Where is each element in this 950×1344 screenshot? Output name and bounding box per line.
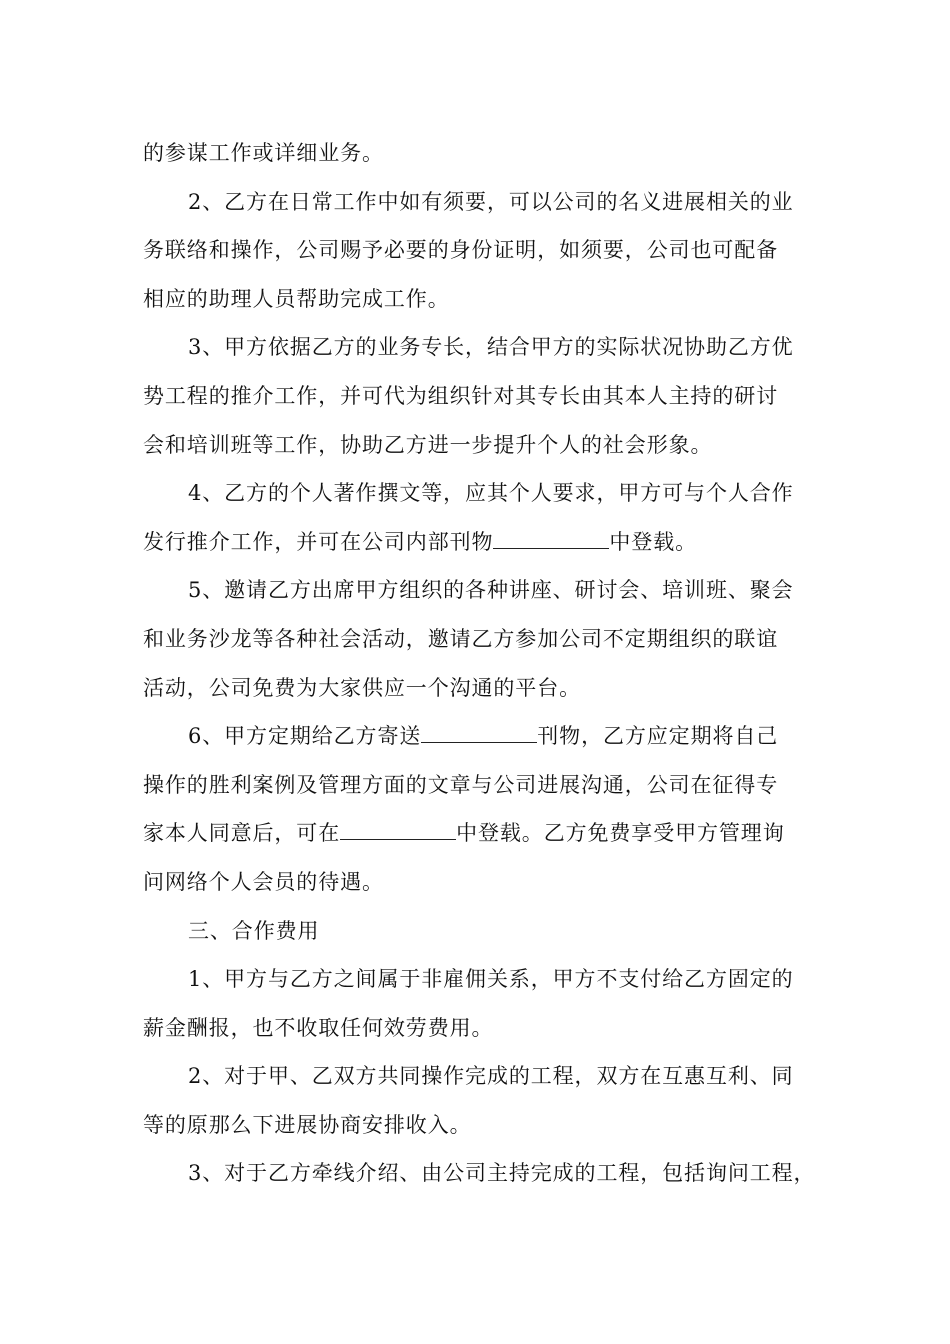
text-line: 和业务沙龙等各种社会活动，邀请乙方参加公司不定期组织的联谊 xyxy=(143,626,779,651)
text-line: 4、乙方的个人著作撰文等，应其个人要求，甲方可与个人合作 xyxy=(188,481,794,506)
text-segment: 发行推介工作，并可在公司内部刊物 xyxy=(143,529,494,554)
text-segment: 6、甲方定期给乙方寄送 xyxy=(188,724,422,749)
paragraph-fee-1 xyxy=(143,955,819,1052)
document-body xyxy=(143,129,819,1198)
text-segment: 中登载。 xyxy=(609,529,698,554)
text-line: 三、合作费用 xyxy=(188,918,320,943)
text-line: 5、邀请乙方出席甲方组织的各种讲座、研讨会、培训班、聚会 xyxy=(188,578,794,603)
paragraph-fee-2 xyxy=(143,1052,819,1149)
paragraph-clause-6 xyxy=(143,712,819,906)
text-line: 3、对于乙方牵线介绍、由公司主持完成的工程，包括询问工程， xyxy=(188,1161,816,1186)
text-line: 2、乙方在日常工作中如有须要，可以公司的名义进展相关的业 xyxy=(188,189,794,214)
section-heading-fees xyxy=(143,907,819,956)
text-line: 问网络个人会员的待遇。 xyxy=(143,869,384,894)
fill-in-blank xyxy=(340,821,456,840)
paragraph-clause-5 xyxy=(143,566,819,712)
text-line: 相应的助理人员帮助完成工作。 xyxy=(143,286,450,311)
text-line: 务联络和操作，公司赐予必要的身份证明，如须要，公司也可配备 xyxy=(143,238,779,263)
text-line: 的参谋工作或详细业务。 xyxy=(143,141,384,165)
text-segment: 中登载。乙方免费享受甲方管理询 xyxy=(456,821,785,846)
fill-in-blank xyxy=(421,724,537,743)
paragraph-fee-3 xyxy=(143,1149,819,1198)
fill-in-blank xyxy=(493,530,609,549)
text-line: 1、甲方与乙方之间属于非雇佣关系，甲方不支付给乙方固定的 xyxy=(188,967,794,992)
text-line: 薪金酬报，也不收取任何效劳费用。 xyxy=(143,1015,494,1040)
paragraph-clause-2 xyxy=(143,178,819,324)
text-segment: 刊物，乙方应定期将自己 xyxy=(537,724,779,749)
text-line: 3、甲方依据乙方的业务专长，结合甲方的实际状况协助乙方优 xyxy=(188,335,794,360)
text-segment: 家本人同意后，可在 xyxy=(143,821,341,846)
text-line: 会和培训班等工作，协助乙方进一步提升个人的社会形象。 xyxy=(143,432,713,457)
text-line: 势工程的推介工作，并可代为组织针对其专长由其本人主持的研讨 xyxy=(143,383,779,408)
paragraph-continuation xyxy=(143,129,819,178)
text-line: 等的原那么下进展协商安排收入。 xyxy=(143,1112,472,1137)
text-line: 活动，公司免费为大家供应一个沟通的平台。 xyxy=(143,675,581,700)
text-line: 2、对于甲、乙双方共同操作完成的工程，双方在互惠互利、同 xyxy=(188,1064,794,1089)
paragraph-clause-3 xyxy=(143,323,819,469)
text-line-with-blank xyxy=(143,712,819,761)
text-line: 操作的胜利案例及管理方面的文章与公司进展沟通，公司在征得专 xyxy=(143,772,779,797)
paragraph-clause-4 xyxy=(143,469,819,566)
text-line-with-blank xyxy=(143,518,819,567)
text-line-with-blank xyxy=(143,809,819,858)
